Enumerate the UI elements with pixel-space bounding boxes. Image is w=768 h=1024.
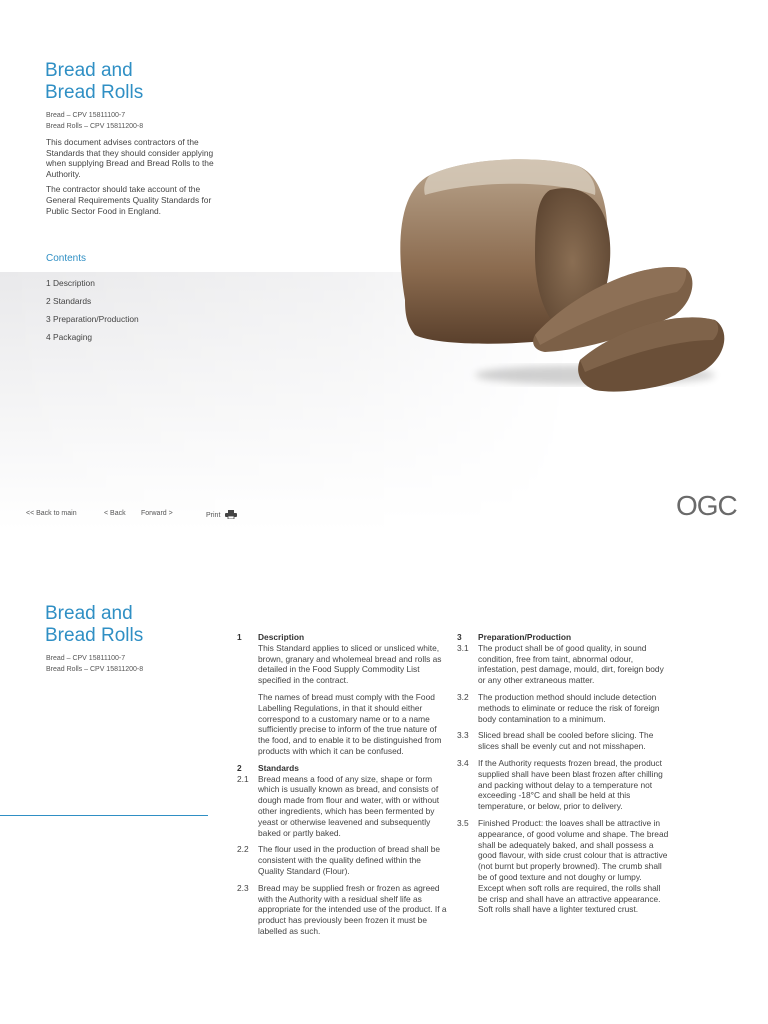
toc-item-packaging[interactable]: 4 Packaging [46, 332, 93, 342]
cpv-bread: Bread – CPV 15811100-7 [46, 112, 126, 119]
table-of-contents [46, 278, 139, 350]
contents-heading: Contents [46, 253, 87, 264]
cpv-bread-rolls: Bread Rolls – CPV 15811200-8 [46, 666, 144, 673]
divider-line [0, 815, 208, 816]
toc-item-preparation[interactable]: 3 Preparation/Production [46, 314, 139, 324]
intro-paragraph-2: The contractor should take account of the General Requirements Quality Standards for Public Sector Food in England. [46, 184, 212, 216]
column-left [237, 632, 447, 937]
forward-link[interactable]: Forward > [141, 510, 173, 517]
page-title [45, 60, 143, 104]
section-1-paragraph-1: This Standard applies to sliced or unsliced white, brown, granary and wholemeal bread and rolls as detailed in the Food Supply Commodity List specified in the contract. [258, 642, 442, 686]
clause-3-2: 3.2 The production method should include detection methods to eliminate or reduce the risk of foreign body contamination to a minimum. [457, 691, 660, 724]
column-right [457, 632, 669, 915]
intro-text [46, 137, 216, 221]
bread-loaf-image [385, 150, 735, 400]
back-link[interactable]: < Back [104, 510, 126, 517]
section-3-heading: 3 Preparation/Production [457, 632, 572, 642]
cpv-codes-2 [46, 653, 143, 675]
clause-3-4: 3.4 If the Authority requests frozen bread, the product supplied shall have been blast frozen after chilling and packing without delay to a temperature not exceeding -18°C and shall be held at this temperature, or below, prior to delivery. [457, 757, 663, 812]
clause-3-5: 3.5 Finished Product: the loaves shall be attractive in appearance, of good volume and shape. The bread shall be adequately baked, and shall possess a good flavour, with side crust colour that is attractive (not burnt but properly browned). The crumb shall be of good texture and not doughy or lumpy. Except when soft rolls are required, the rolls shall be crisp and shall have an attractive appearance. Soft rolls shall have a lighter textured crust. [457, 817, 669, 915]
clause-2-2: 2.2 The flour used in the production of bread shall be consistent with the quality defined within the Quality Standard (Flour). [237, 844, 441, 876]
ogc-logo: OGC [676, 490, 737, 521]
toc-item-standards[interactable]: 2 Standards [46, 296, 92, 306]
page-2-title [45, 603, 143, 647]
title-line-2: Bread Rolls [45, 82, 144, 103]
printer-icon [225, 510, 237, 519]
title-line-2: Bread Rolls [45, 625, 144, 646]
cpv-bread: Bread – CPV 15811100-7 [46, 655, 126, 662]
cpv-bread-rolls: Bread Rolls – CPV 15811200-8 [46, 123, 144, 130]
print-button[interactable] [206, 510, 237, 519]
cpv-codes [46, 110, 143, 132]
section-2-heading: 2 Standards [237, 762, 299, 773]
clause-2-3: 2.3 Bread may be supplied fresh or frozen as agreed with the Authority with a residual shelf life as appropriate for the intended use of the product. If a product has previously been frozen it must be labelled as such. [237, 882, 447, 936]
clause-2-1: 2.1 Bread means a food of any size, shape or form which is usually known as bread, and consists of dough made from flour and water, with or without other ingredients, which has been fermented by yeast or otherwise leavened and subsequently baked or partly baked. [237, 773, 440, 838]
section-1-heading: 1 Description [237, 632, 305, 642]
clause-3-3: 3.3 Sliced bread shall be cooled before slicing. The slices shall be evenly cut and not misshapen. [457, 730, 654, 752]
print-label: Print [206, 512, 221, 519]
intro-paragraph-1: This document advises contractors of the Standards that they should consider applying when supplying Bread and Bread Rolls to the Authority. [46, 137, 214, 179]
title-line-1: Bread and [45, 603, 133, 624]
title-line-1: Bread and [45, 60, 133, 81]
back-to-main-link[interactable]: << Back to main [26, 510, 77, 517]
toc-item-description[interactable]: 1 Description [46, 278, 95, 288]
clause-3-1: 3.1 The product shall be of good quality, in sound condition, free from taint, abnormal odour, infestation, pest damage, mould, dirt, foreign body or any other extraneous matter. [457, 642, 664, 686]
section-1-paragraph-2: The names of bread must comply with the Food Labelling Regulations, in that it should either correspond to a customary name or to a name sufficiently precise to inform of the true nature of the food, and to enable it to be distinguished from products with which it can be confused. [258, 691, 442, 756]
